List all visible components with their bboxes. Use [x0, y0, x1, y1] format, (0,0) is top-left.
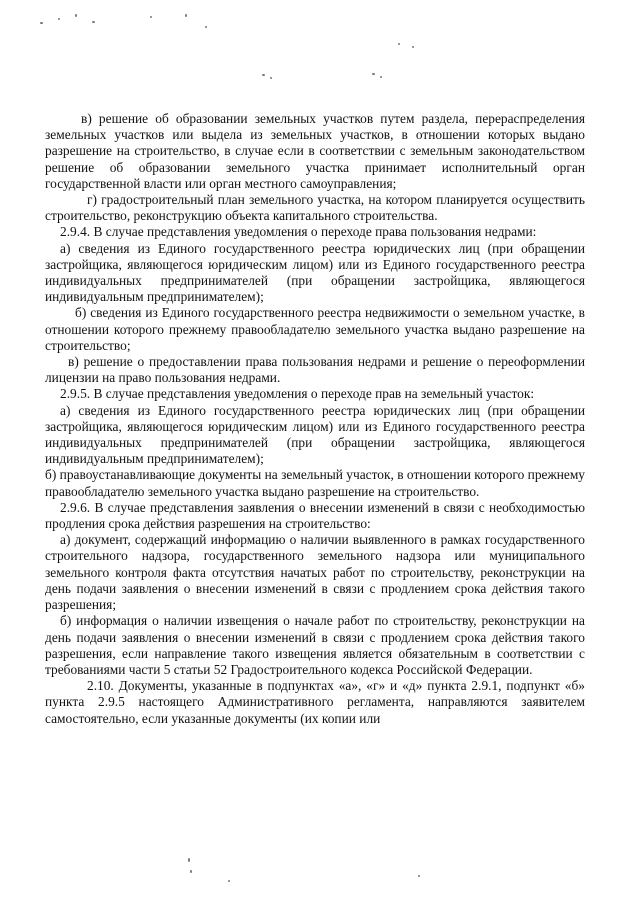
paragraph-2-9-4-b: б) сведения из Единого государственного реестра недвижимости о земельном участке, в отношении которого прежнему правообладателю земельного участка выдано разрешение на строительство;	[45, 305, 585, 353]
scan-speck	[270, 77, 272, 79]
paragraph-2-9-4: 2.9.4. В случае представления уведомления о переходе права пользования недрами:	[60, 224, 537, 240]
scan-speck	[185, 14, 187, 17]
paragraph-2-9-5-a: а) сведения из Единого государственного реестра юридических лиц (при обращении застройщика, являющегося юридическим лицом) или из Единого государственного реестра индивидуальных предпринимателей (при обращении застройщика, являющегося индивидуальным предпринимателем);	[45, 402, 585, 467]
paragraph-2-9-4-v: в) решение о предоставлении права пользования недрами и решение о переоформлении лицензии на право пользования недрами.	[45, 354, 585, 386]
scan-speck	[58, 18, 60, 20]
scan-speck	[372, 73, 375, 75]
scan-speck	[412, 46, 414, 48]
scan-speck	[190, 870, 192, 873]
document-body	[45, 111, 585, 727]
scan-speck	[150, 16, 152, 18]
scan-speck	[380, 76, 382, 78]
paragraph-2-9-5-b: б) правоустанавливающие документы на земельный участок, в отношении которого прежнему правообладателю земельного участка выдано разрешение на строительство.	[45, 467, 585, 499]
paragraph-2-9-3-v: в) решение об образовании земельных участков путем раздела, перераспределения земельных участков или выдела из земельных участков, в отношении которых выдано разрешение на строительство, в случае если в соответствии с земельным законодательством решение об образовании земельного участка принимает исполнительный орган государственной власти или орган местного самоуправления;	[45, 111, 585, 191]
scan-speck	[75, 14, 77, 17]
paragraph-2-9-5: 2.9.5. В случае представления уведомления о переходе прав на земельный участок:	[60, 386, 535, 402]
scan-speck	[418, 875, 420, 877]
paragraph-2-9-6: 2.9.6. В случае представления заявления о внесении изменений в связи с необходимостью продления срока действия разрешения на строительство:	[45, 499, 585, 532]
scan-speck	[398, 43, 400, 45]
scan-speck	[262, 74, 265, 76]
paragraph-2-10: 2.10. Документы, указанные в подпунктах «а», «г» и «д» пункта 2.9.1, подпункт «б» пункта 2.9.5 настоящего Административного регламента, направляются заявителем самостоятельно, если указанные документы (их копии или	[45, 678, 585, 726]
scan-speck	[92, 21, 95, 23]
scan-speck	[205, 26, 207, 28]
scan-speck	[40, 22, 43, 24]
scan-speck	[228, 880, 230, 882]
paragraph-2-9-3-g: г) градостроительный план земельного участка, на котором планируется осуществить строительство, реконструкцию объекта капитального строительства.	[45, 192, 585, 224]
paragraph-2-9-6-b: б) информация о наличии извещения о начале работ по строительству, реконструкции на день подачи заявления о внесении изменений в связи с продлением срока действия такого разрешения, если направление такого извещения является обязательным в соответствии с требованиями части 5 статьи 52 Градостроительного кодекса Российской Федерации.	[45, 613, 585, 677]
scan-speck	[188, 858, 190, 862]
paragraph-2-9-6-a: а) документ, содержащий информацию о наличии выявленного в рамках государственного строительного надзора, государственного земельного надзора или муниципального земельного контроля факта отсутствия начатых работ по строительству, реконструкции на день подачи заявления о внесении изменений в связи с продлением срока действия такого разрешения;	[45, 532, 585, 613]
paragraph-2-9-4-a: а) сведения из Единого государственного реестра юридических лиц (при обращении застройщика, являющегося юридическим лицом) или из Единого государственного реестра индивидуальных предпринимателей (при обращении застройщика, являющегося индивидуальным предпринимателем);	[45, 240, 585, 305]
